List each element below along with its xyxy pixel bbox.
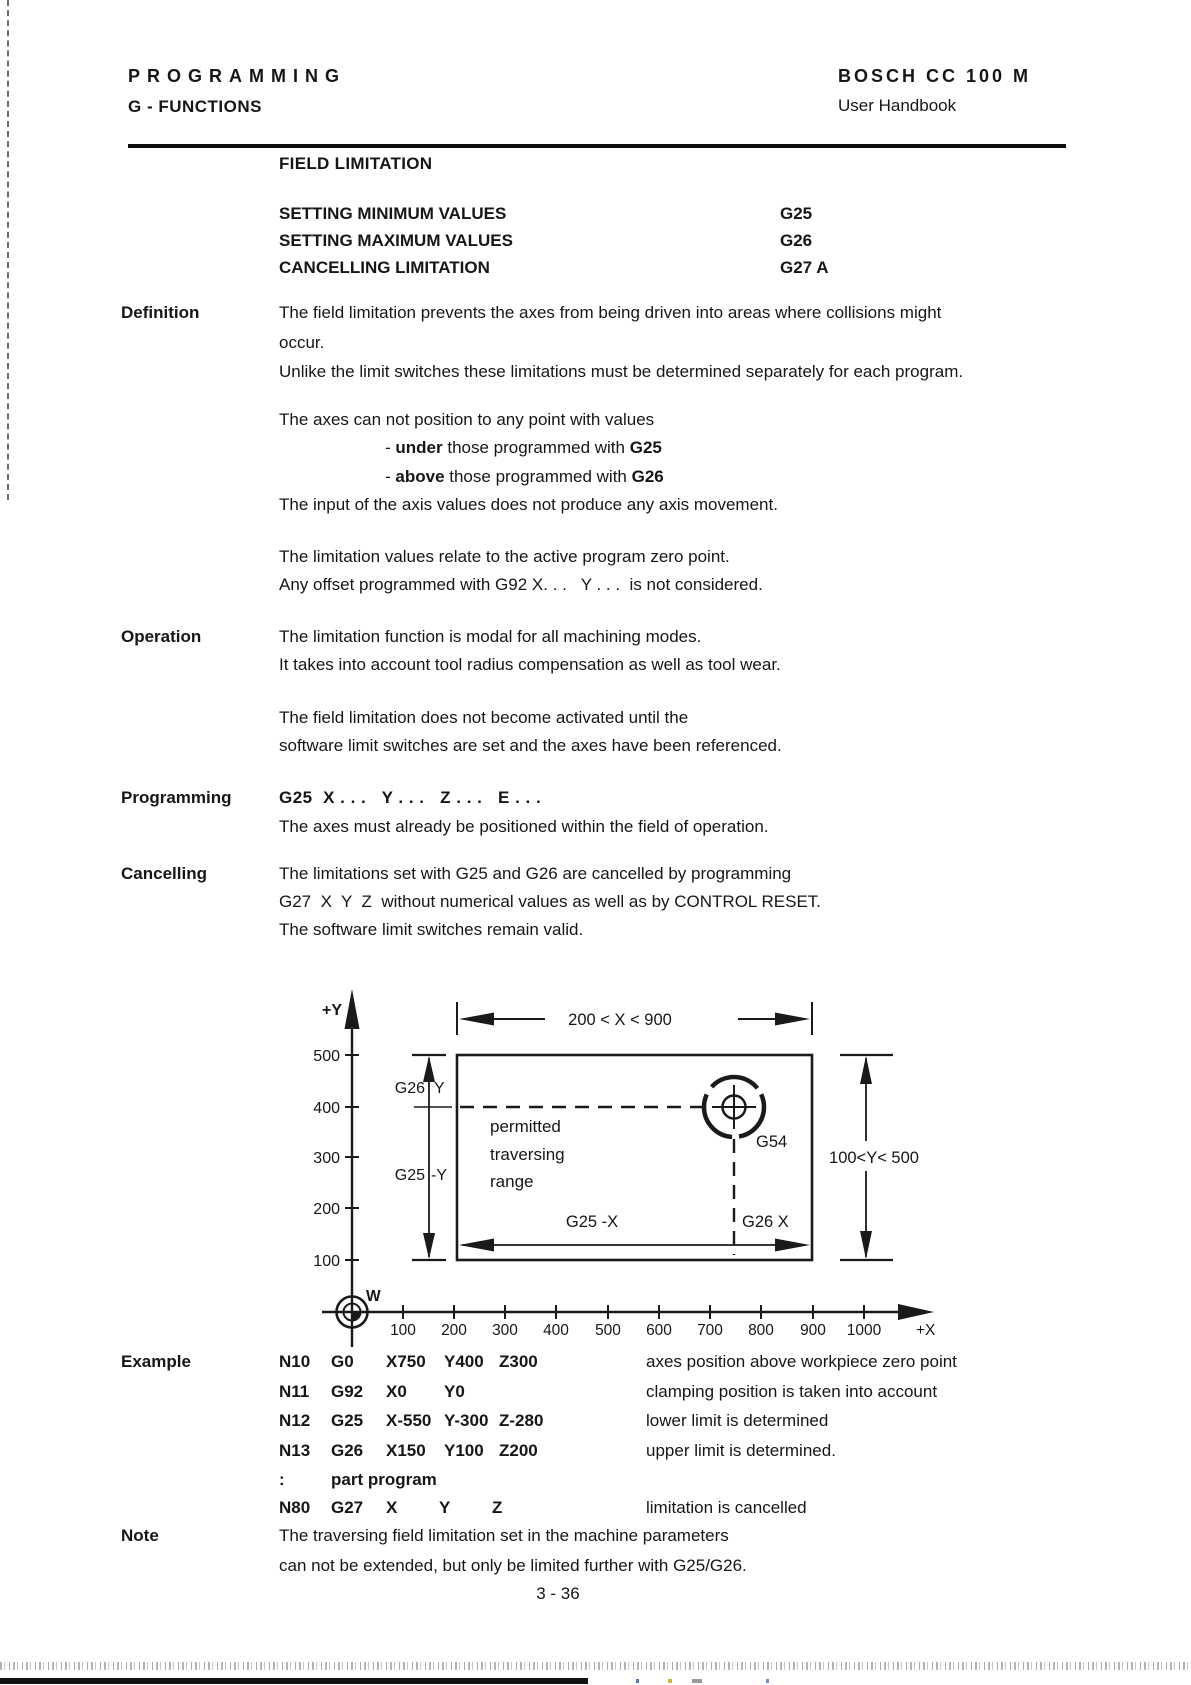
param: X0 (386, 1382, 407, 1401)
zero-point-line: The limitation values relate to the active program zero point. (279, 547, 730, 566)
g-word: G25 (331, 1411, 364, 1430)
comment: limitation is cancelled (646, 1498, 807, 1517)
scan-color-speck (668, 1679, 672, 1683)
y-tick-label: 500 (313, 1048, 340, 1065)
scan-noise-band (0, 1662, 1191, 1670)
definition-line: Unlike the limit switches these limitations must be determined separately for each program. (279, 362, 964, 381)
x-tick-label: 300 (492, 1322, 518, 1339)
g54-label: G54 (756, 1133, 788, 1151)
cancelling-line: The limitations set with G25 and G26 are cancelled by programming (279, 864, 792, 883)
g54-datum-icon (704, 1077, 764, 1137)
g26-axis-label: Y (434, 1080, 445, 1097)
above-mid: those programmed with (444, 467, 632, 486)
cancelling-label: Cancelling (121, 864, 207, 883)
note-line: can not be extended, but only be limited further with G25/G26. (279, 1556, 747, 1575)
gcode-row-label: SETTING MAXIMUM VALUES (279, 231, 513, 250)
param: X (386, 1498, 398, 1517)
x-tick-label: 800 (748, 1322, 774, 1339)
g-word: G92 (331, 1382, 364, 1401)
param: Y0 (444, 1382, 465, 1401)
param: X-550 (386, 1411, 432, 1430)
g25-x-label: G25 -X (565, 1213, 619, 1231)
y-tick-label: 200 (313, 1201, 340, 1218)
g-word: G26 (331, 1441, 364, 1460)
g26-dim-label: G26 (394, 1080, 425, 1097)
x-tick-labels (390, 1322, 882, 1339)
definition-line: occur. (279, 333, 325, 352)
param: X150 (386, 1441, 426, 1460)
scan-gray-speck (692, 1679, 702, 1683)
block-number: N12 (279, 1411, 311, 1430)
axes-paragraph-outro: The input of the axis values does not produce any axis movement. (279, 495, 778, 514)
under-mid: those programmed with (442, 438, 630, 457)
g25-code: G25 (629, 438, 662, 457)
operation-line: It takes into account tool radius compensation as well as tool wear. (279, 655, 781, 674)
y-tick-label: 100 (313, 1253, 340, 1270)
axes-under-line (385, 438, 662, 458)
operation-line: The field limitation does not become activated until the (279, 708, 689, 727)
programming-label: Programming (121, 788, 232, 807)
block-number: N80 (279, 1498, 311, 1517)
block-number: N10 (279, 1352, 311, 1371)
g26-x-label: G26 X (742, 1213, 789, 1231)
g25-dim-label: G25 (394, 1167, 425, 1184)
note-line: The traversing field limitation set in the machine parameters (279, 1526, 729, 1545)
range-text-line: traversing (490, 1145, 565, 1164)
g-word: part program (331, 1470, 437, 1489)
range-text-line: permitted (490, 1117, 561, 1136)
page-number: 3 - 36 (536, 1584, 580, 1603)
doc-product-title: BOSCH CC 100 M (838, 66, 1032, 86)
y-axis-label: +Y (322, 1002, 343, 1019)
note-label: Note (121, 1526, 159, 1545)
param: Z (492, 1498, 503, 1517)
param: Z300 (499, 1352, 538, 1371)
x-tick-label: 500 (595, 1322, 621, 1339)
program-row (279, 1498, 1179, 1654)
g26-code: G26 (631, 467, 664, 486)
x-tick-label: 400 (543, 1322, 569, 1339)
gcode-row-label: CANCELLING LIMITATION (279, 258, 490, 277)
doc-section-title: PROGRAMMING (128, 66, 346, 86)
programming-syntax: G25 X . . . Y . . . Z . . . E . . . (279, 788, 542, 807)
param: Y400 (444, 1352, 484, 1371)
y-tick-label: 300 (313, 1150, 340, 1167)
definition-line: The field limitation prevents the axes from being driven into areas where collisions might (279, 303, 942, 322)
x-tick-label: 600 (646, 1322, 672, 1339)
param: Y-300 (444, 1411, 489, 1430)
scan-edge-line (7, 0, 9, 500)
gcode-row-code: G26 (780, 231, 813, 250)
under-word: under (395, 438, 443, 457)
dash-prefix: - (385, 467, 396, 486)
operation-line: software limit switches are set and the axes have been referenced. (279, 736, 782, 755)
x-axis-label: +X (916, 1322, 936, 1339)
cancelling-line: The software limit switches remain valid. (279, 920, 584, 939)
doc-handbook-label: User Handbook (838, 96, 957, 115)
block-number: : (279, 1470, 285, 1489)
example-label: Example (121, 1352, 191, 1371)
x-tick-label: 1000 (846, 1322, 882, 1339)
block-number: N13 (279, 1441, 311, 1460)
axes-above-line (385, 467, 664, 487)
scan-black-bar (0, 1678, 588, 1684)
x-tick-label: 100 (390, 1322, 416, 1339)
operation-line: The limitation function is modal for all machining modes. (279, 627, 702, 646)
x-axis (322, 1304, 934, 1320)
x-tick-label: 900 (800, 1322, 826, 1339)
right-dimension-label: 100<Y< 500 (829, 1149, 919, 1167)
doc-section-subtitle: G - FUNCTIONS (128, 97, 262, 116)
field-limitation-diagram (300, 935, 980, 1349)
g-word: G27 (331, 1498, 364, 1517)
x-tick-label: 200 (441, 1322, 467, 1339)
g-word: G0 (331, 1352, 354, 1371)
range-text (490, 1117, 565, 1191)
comment: axes position above workpiece zero point (646, 1352, 957, 1371)
comment: clamping position is taken into account (646, 1382, 938, 1401)
g25-axis-label: -Y (431, 1167, 447, 1184)
comment: upper limit is determined. (646, 1441, 836, 1460)
param: Y (439, 1498, 451, 1517)
gcode-row-label: SETTING MINIMUM VALUES (279, 204, 507, 223)
param: Z-280 (499, 1411, 544, 1430)
definition-label: Definition (121, 303, 200, 322)
operation-label: Operation (121, 627, 202, 646)
scan-color-speck (636, 1679, 639, 1683)
gcode-row-code: G27 A (780, 258, 829, 277)
origin-label: W (366, 1288, 381, 1305)
header-rule (128, 144, 1066, 148)
range-text-line: range (490, 1172, 534, 1191)
block-number: N11 (279, 1382, 310, 1401)
axes-paragraph-intro: The axes can not position to any point with values (279, 410, 655, 429)
top-dimension-label: 200 < X < 900 (568, 1011, 672, 1029)
param: X750 (386, 1352, 426, 1371)
y-tick-labels (313, 1048, 340, 1270)
dash-prefix: - (385, 438, 396, 457)
param: Z200 (499, 1441, 538, 1460)
y-tick-label: 400 (313, 1100, 340, 1117)
programming-line: The axes must already be positioned within the field of operation. (279, 817, 769, 836)
scan-color-speck (766, 1679, 769, 1683)
param: Y100 (444, 1441, 484, 1460)
above-word: above (395, 467, 445, 486)
cancelling-line: G27 X Y Z without numerical values as well as by CONTROL RESET. (279, 892, 821, 911)
gcode-row-code: G25 (780, 204, 813, 223)
zero-point-line: Any offset programmed with G92 X. . . Y . . . is not considered. (279, 575, 763, 594)
x-tick-label: 700 (697, 1322, 723, 1339)
comment: lower limit is determined (646, 1411, 829, 1430)
page-title: FIELD LIMITATION (279, 154, 433, 173)
bottom-dimension (459, 1239, 810, 1252)
